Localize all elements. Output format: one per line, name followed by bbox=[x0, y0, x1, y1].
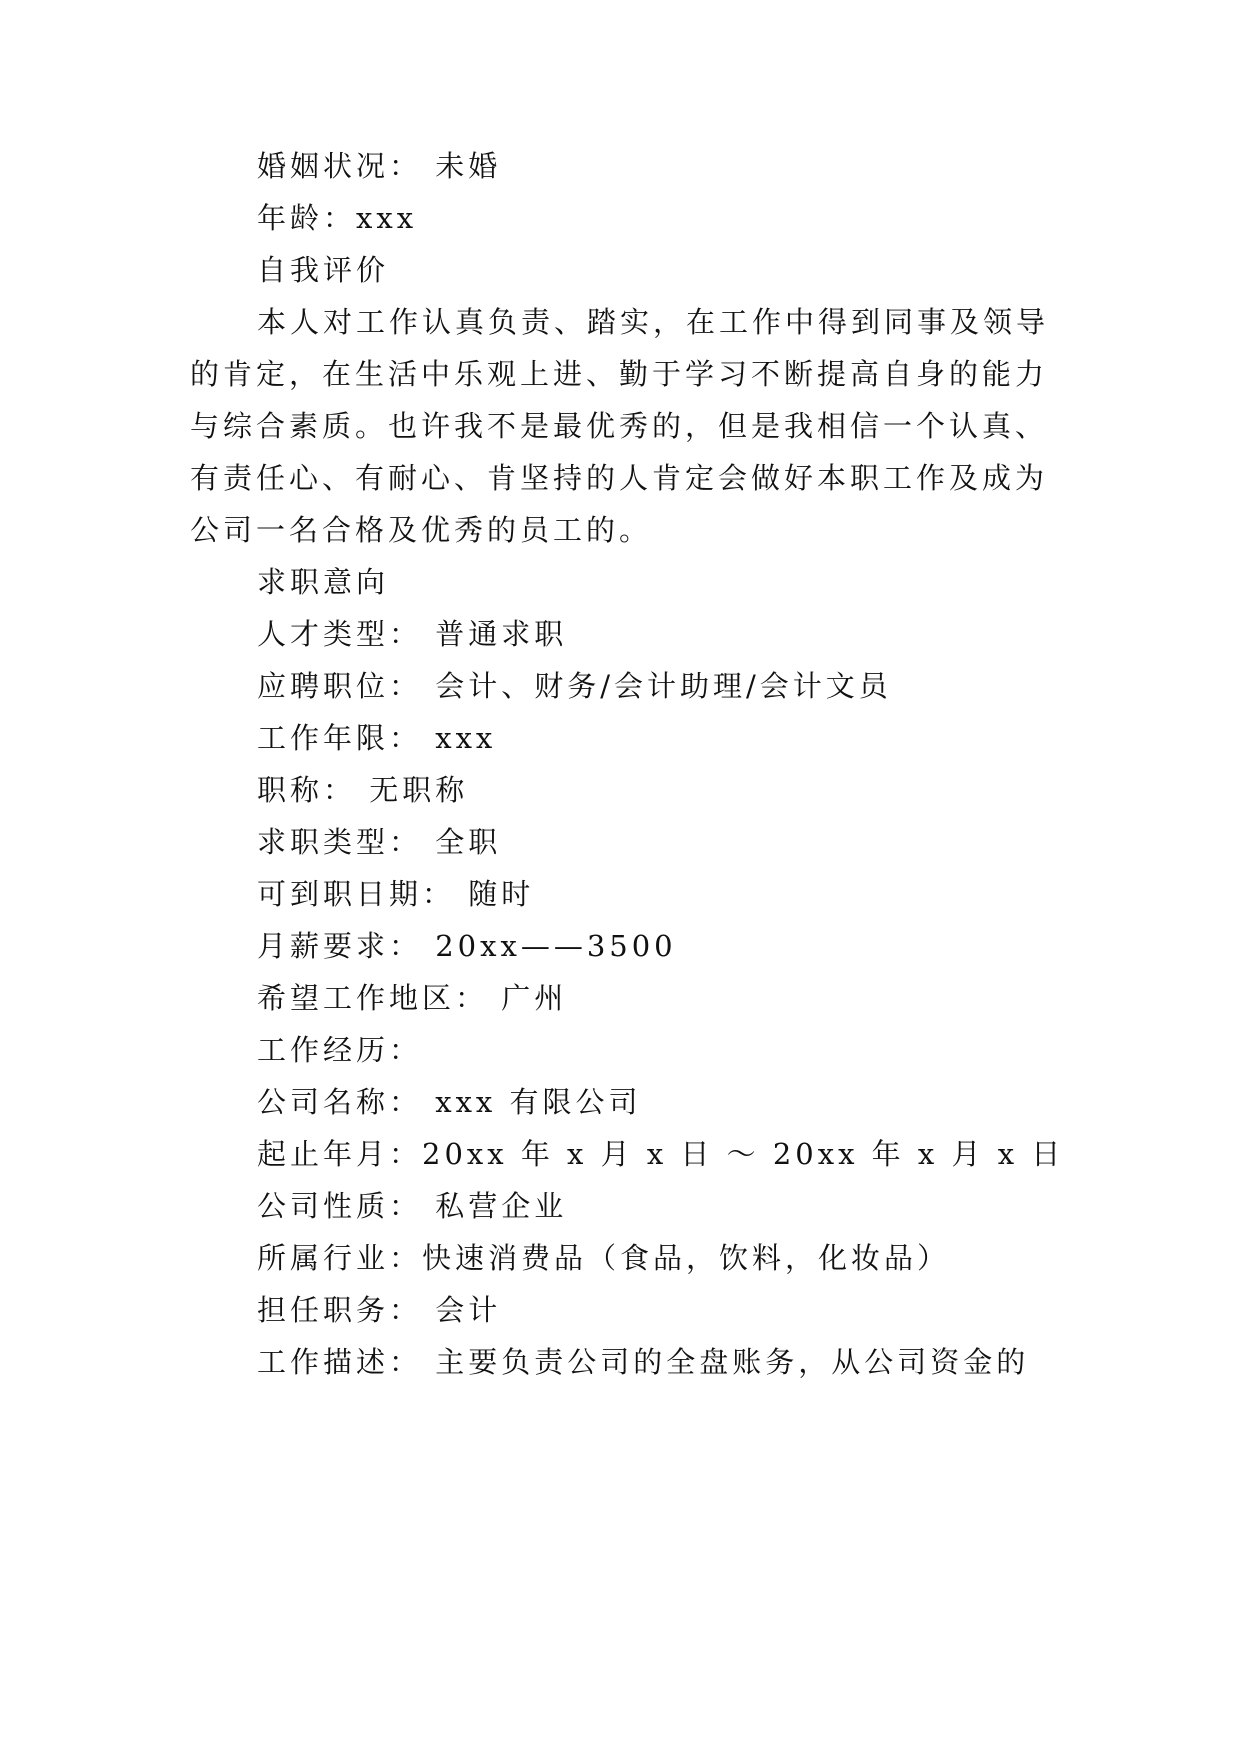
job-type-line: 求职类型： 全职 bbox=[257, 825, 502, 859]
position-line: 应聘职位： 会计、财务/会计助理/会计文员 bbox=[257, 669, 892, 703]
self-evaluation-line-3: 与综合素质。也许我不是最优秀的，但是我相信一个认真、 bbox=[190, 409, 1049, 443]
company-nature-line: 公司性质： 私营企业 bbox=[257, 1189, 568, 1223]
talent-type-line: 人才类型： 普通求职 bbox=[257, 617, 568, 651]
self-evaluation-heading: 自我评价 bbox=[257, 253, 390, 287]
available-date-line: 可到职日期： 随时 bbox=[257, 877, 535, 911]
description-line: 工作描述： 主要负责公司的全盘账务，从公司资金的 bbox=[257, 1345, 1030, 1379]
job-intention-heading: 求职意向 bbox=[257, 565, 390, 599]
period-line: 起止年月：20xx 年 x 月 x 日 ～ 20xx 年 x 月 x 日 bbox=[257, 1137, 1065, 1171]
self-evaluation-line-1: 本人对工作认真负责、踏实，在工作中得到同事及领导 bbox=[257, 305, 1050, 339]
self-evaluation-line-4: 有责任心、有耐心、肯坚持的人肯定会做好本职工作及成为 bbox=[190, 461, 1049, 495]
age-line: 年龄：xxx bbox=[257, 201, 418, 235]
self-evaluation-line-5: 公司一名合格及优秀的员工的。 bbox=[190, 513, 653, 547]
duty-line: 担任职务： 会计 bbox=[257, 1293, 502, 1327]
self-evaluation-line-2: 的肯定，在生活中乐观上进、勤于学习不断提高自身的能力 bbox=[190, 357, 1049, 391]
marital-status-line: 婚姻状况： 未婚 bbox=[257, 149, 502, 183]
job-title-line: 职称： 无职称 bbox=[257, 773, 469, 807]
industry-line: 所属行业：快速消费品（食品，饮料，化妆品） bbox=[257, 1241, 951, 1275]
work-years-line: 工作年限： xxx bbox=[257, 721, 497, 755]
salary-line: 月薪要求： 20xx——3500 bbox=[257, 929, 677, 963]
company-name-line: 公司名称： xxx 有限公司 bbox=[257, 1085, 642, 1119]
work-experience-heading: 工作经历： bbox=[257, 1033, 423, 1067]
location-line: 希望工作地区： 广州 bbox=[257, 981, 568, 1015]
